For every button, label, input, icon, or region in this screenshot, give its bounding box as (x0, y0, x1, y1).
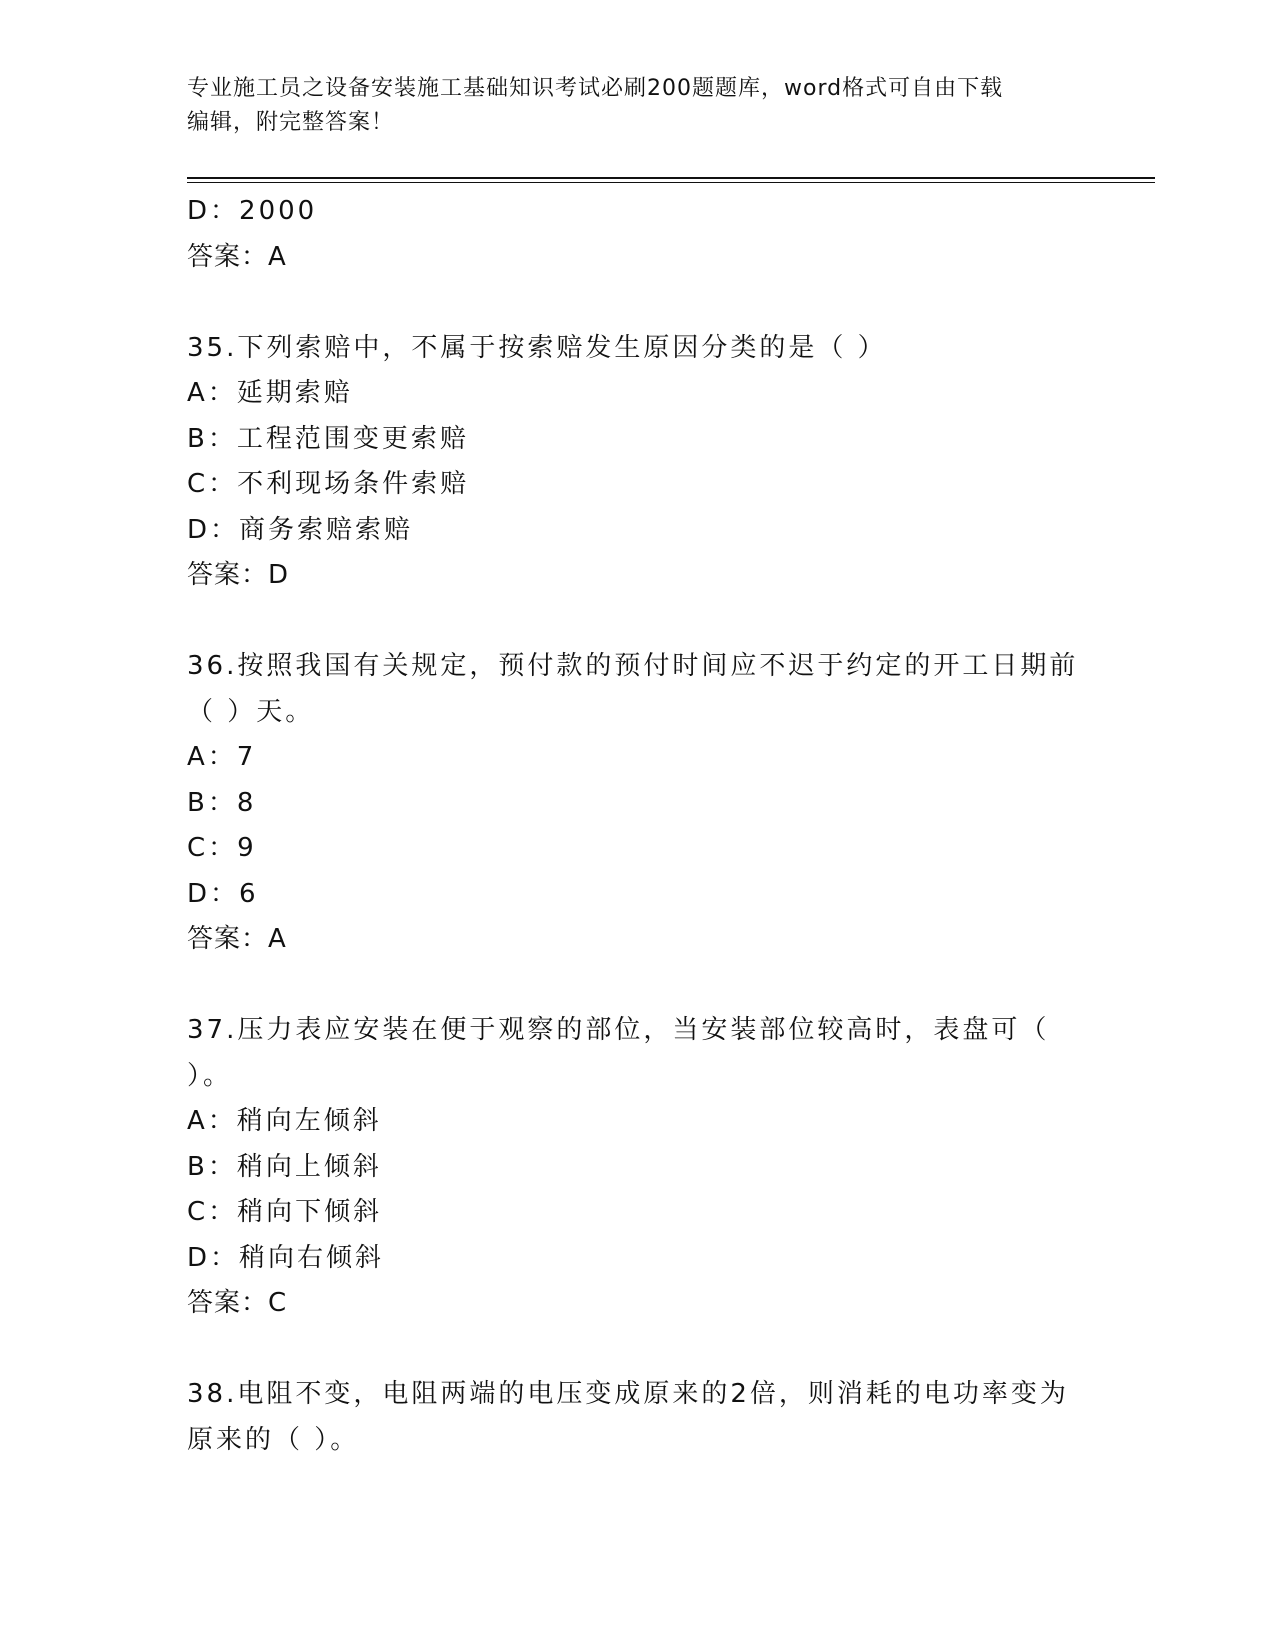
answer: 答案：A (187, 924, 287, 954)
question-stem: 36.按照我国有关规定，预付款的预付时间应不迟于约定的开工日期前 (187, 651, 1079, 681)
document-header (187, 72, 1067, 140)
question-stem: 35.下列索赔中，不属于按索赔发生原因分类的是（ ） (187, 332, 887, 363)
option-b: B：工程范围变更索赔 (187, 423, 469, 454)
header-divider-thin (187, 182, 1155, 183)
previous-option-d: D：2000 (187, 196, 318, 226)
option-b: B：稍向上倾斜 (187, 1151, 382, 1182)
question-stem: 37.压力表应安装在便于观察的部位，当安装部位较高时，表盘可（ (187, 1015, 1050, 1045)
question-38 (187, 1372, 1087, 1463)
option-b: B：8 (187, 787, 257, 818)
header-line-2: 编辑，附完整答案！ (187, 110, 395, 135)
option-d: D：稍向右倾斜 (187, 1242, 385, 1273)
question-list (187, 189, 1087, 1463)
question-stem-continued: 原来的（ ）。 (187, 1424, 360, 1455)
question-stem-continued: ）。 (187, 1060, 233, 1091)
question-37 (187, 1008, 1087, 1327)
question-36 (187, 644, 1087, 963)
option-a: A：稍向左倾斜 (187, 1106, 382, 1136)
question-35 (187, 326, 1087, 599)
answer: 答案：C (187, 1288, 288, 1318)
spacer (187, 1327, 1087, 1373)
option-d: D：商务索赔索赔 (187, 514, 414, 545)
previous-answer: 答案：A (187, 241, 287, 272)
question-stem: 38.电阻不变，电阻两端的电压变成原来的2倍，则消耗的电功率变为 (187, 1379, 1069, 1409)
question-stem-continued: （ ）天。 (187, 696, 315, 727)
spacer (187, 599, 1087, 645)
option-c: C：不利现场条件索赔 (187, 469, 470, 499)
option-a: A：7 (187, 742, 257, 772)
option-c: C：9 (187, 833, 257, 863)
header-line-1: 专业施工员之设备安装施工基础知识考试必刷200题题库，word格式可自由下载 (187, 76, 1004, 101)
option-c: C：稍向下倾斜 (187, 1197, 383, 1227)
spacer (187, 963, 1087, 1009)
option-a: A：延期索赔 (187, 378, 353, 408)
answer: 答案：D (187, 560, 290, 590)
spacer (187, 280, 1087, 326)
header-divider-thick (187, 177, 1155, 179)
option-d: D：6 (187, 878, 259, 909)
